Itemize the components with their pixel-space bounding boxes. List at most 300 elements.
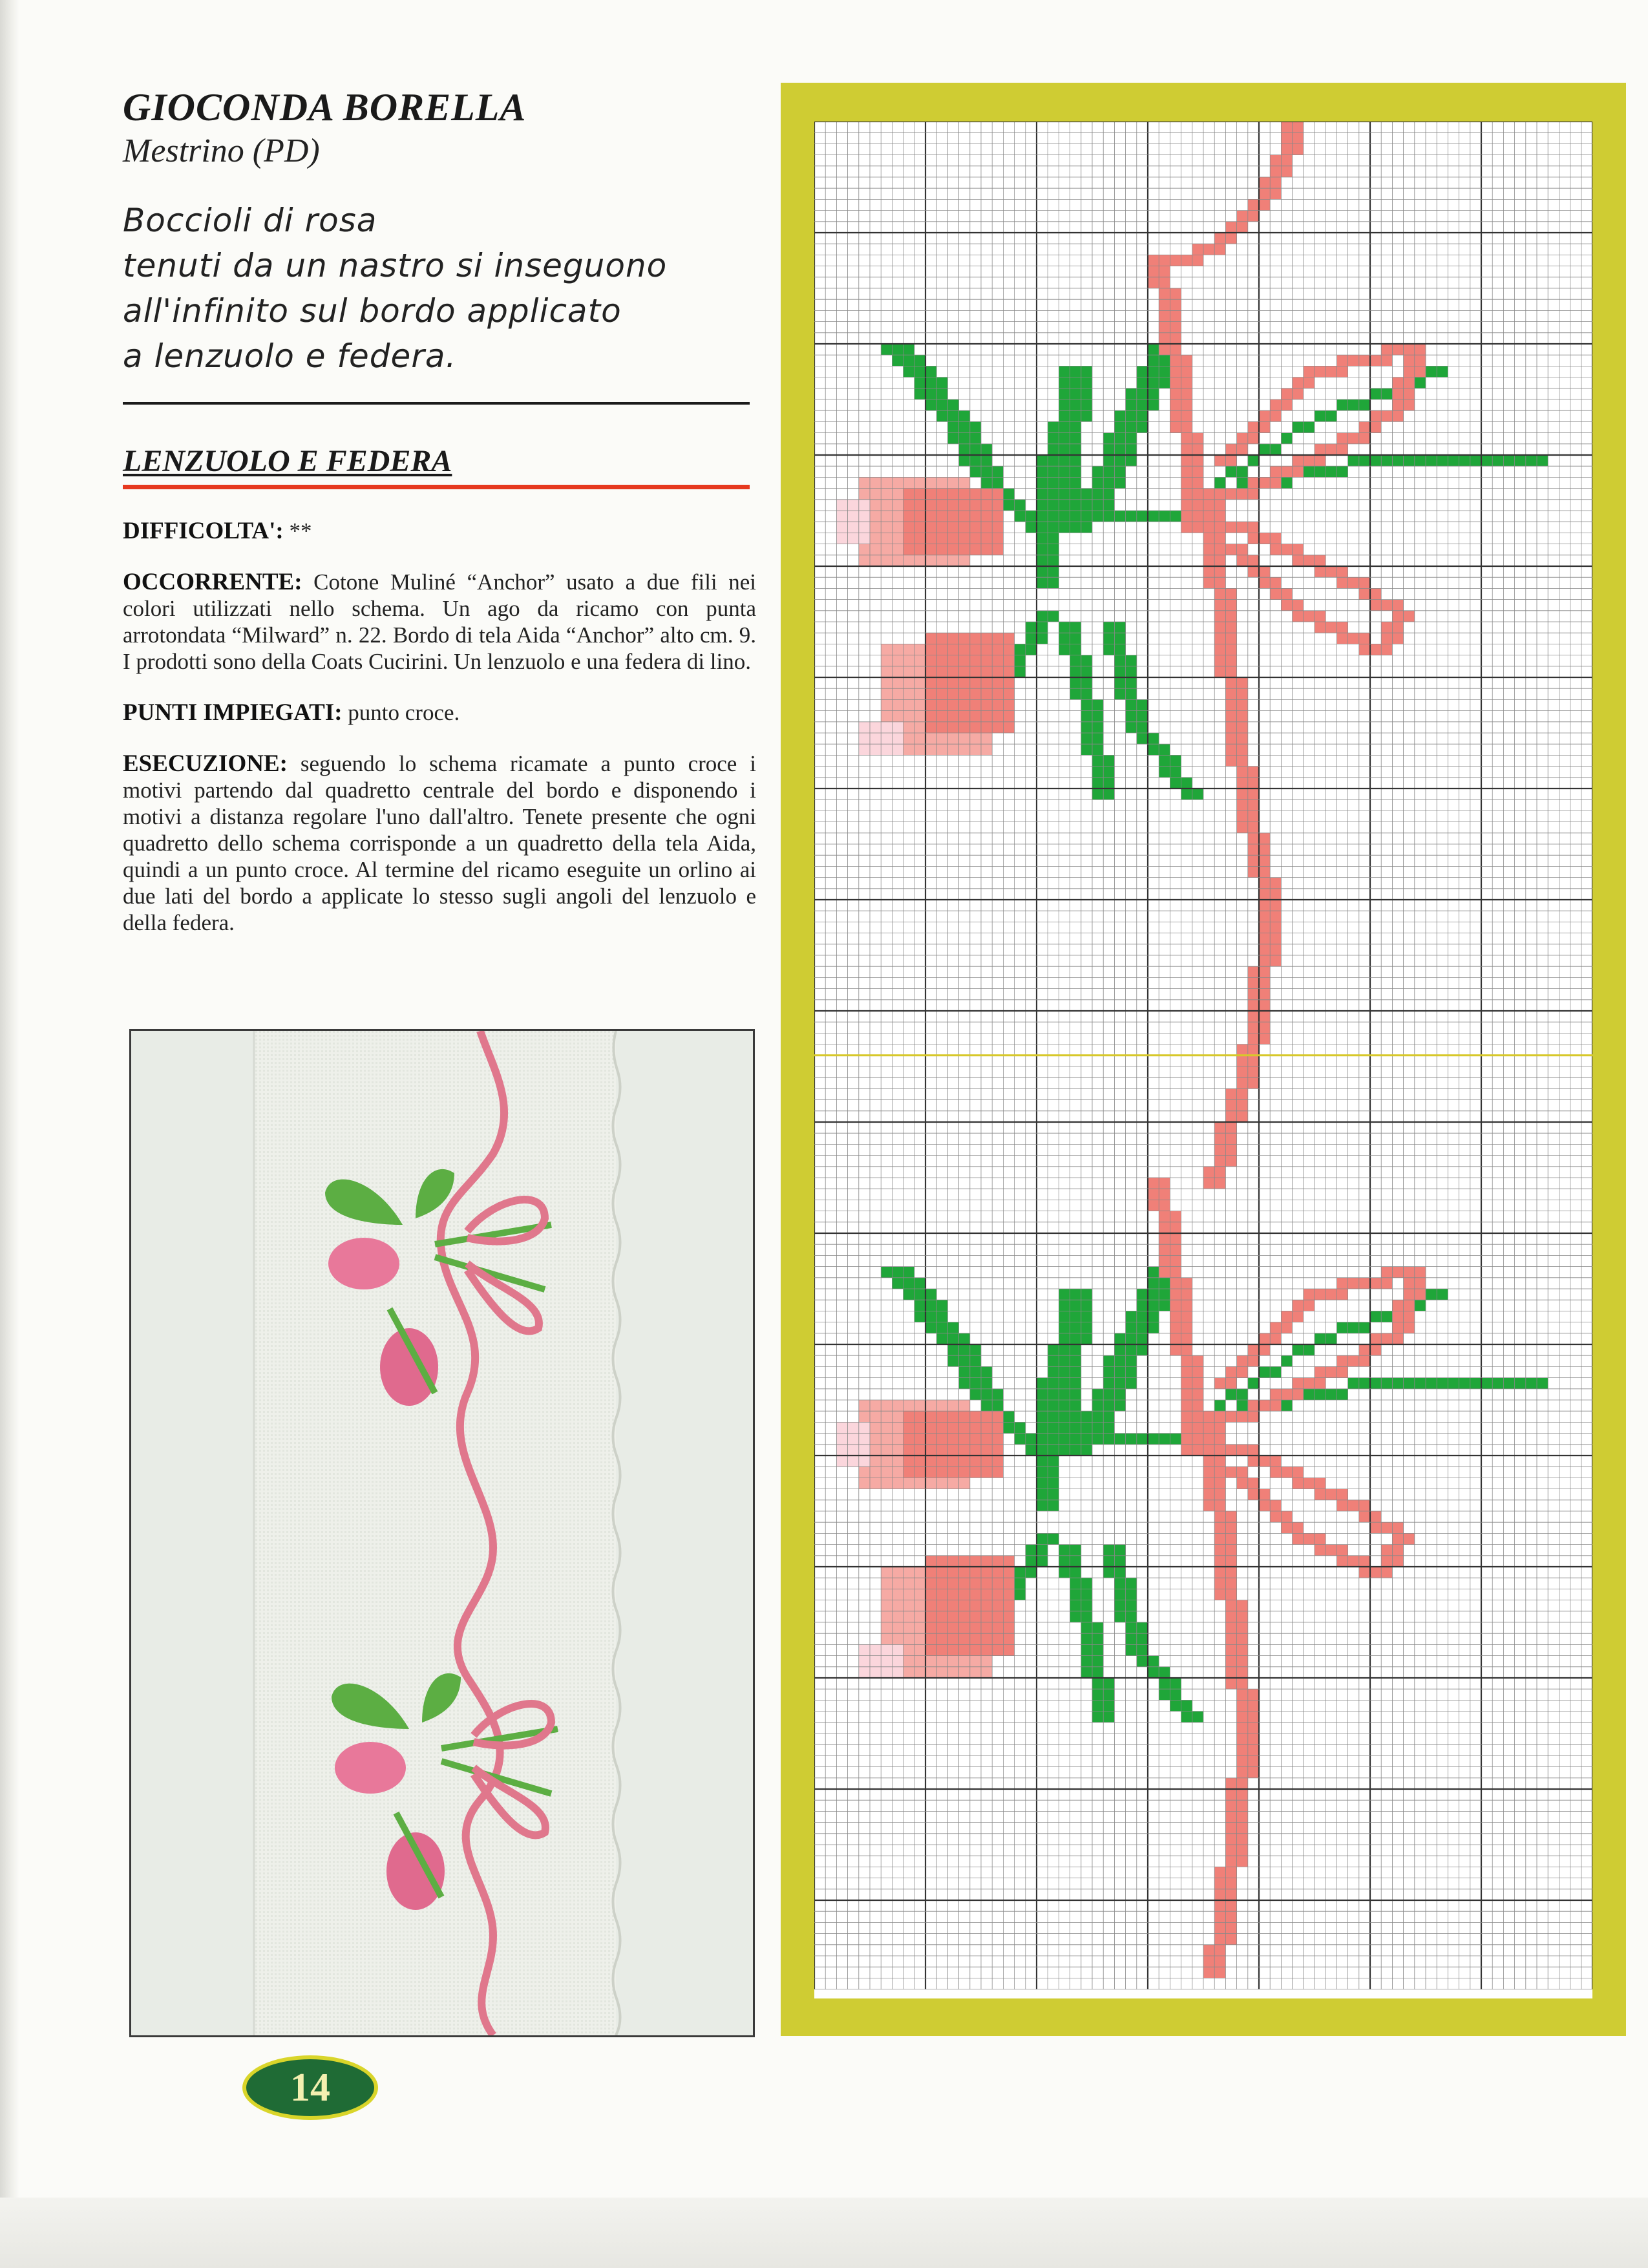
chart-stitch (981, 1611, 992, 1622)
chart-stitch (1037, 1467, 1048, 1478)
chart-stitch (1137, 1344, 1148, 1355)
chart-stitch (1148, 1267, 1159, 1278)
chart-stitch (925, 1589, 936, 1600)
intro-line: Boccioli di rosa (123, 202, 377, 239)
chart-stitch (903, 688, 914, 699)
chart-stitch (1126, 1333, 1137, 1344)
chart-frame (781, 83, 1626, 2036)
chart-stitch (1237, 433, 1248, 444)
chart-stitch (1148, 1278, 1159, 1289)
chart-stitch (959, 733, 970, 744)
chart-stitch (1381, 622, 1392, 633)
chart-stitch (1214, 1156, 1225, 1167)
chart-stitch (1248, 211, 1259, 222)
chart-stitch (1170, 366, 1181, 377)
chart-stitch (1348, 633, 1359, 644)
chart-stitch (881, 1589, 892, 1600)
chart-stitch (1159, 1233, 1170, 1244)
chart-stitch (1259, 1344, 1270, 1355)
chart-stitch (970, 744, 981, 755)
chart-stitch (947, 1411, 958, 1422)
chart-stitch (936, 1333, 947, 1344)
chart-stitch (1048, 566, 1059, 577)
chart-stitch (925, 1567, 936, 1578)
chart-stitch (1437, 1289, 1448, 1300)
chart-stitch (1237, 489, 1248, 500)
chart-stitch (1415, 344, 1426, 355)
chart-stitch (1114, 1567, 1125, 1578)
chart-stitch (1225, 1522, 1236, 1533)
chart-stitch (1081, 699, 1092, 710)
chart-stitch (1059, 1411, 1070, 1422)
chart-stitch (1392, 1300, 1403, 1311)
chart-stitch (1237, 1411, 1248, 1422)
chart-stitch (870, 522, 881, 533)
chart-stitch (1237, 1778, 1248, 1789)
chart-stitch (836, 1422, 847, 1433)
chart-stitch (970, 1467, 981, 1478)
chart-stitch (1170, 1300, 1181, 1311)
chart-stitch (1348, 1355, 1359, 1366)
chart-stitch (1237, 1100, 1248, 1111)
chart-stitch (1170, 778, 1181, 789)
chart-stitch (992, 711, 1003, 722)
chart-stitch (1315, 1533, 1326, 1544)
chart-stitch (1259, 188, 1270, 199)
chart-stitch (1225, 1911, 1236, 1922)
chart-stitch (1070, 466, 1081, 477)
chart-stitch (859, 544, 870, 555)
chart-stitch (1270, 1366, 1281, 1377)
chart-stitch (1103, 500, 1114, 511)
chart-stitch (1170, 1267, 1181, 1278)
chart-stitch (1259, 421, 1270, 432)
chart-stitch (914, 1478, 925, 1489)
page-bottom-strip (0, 2198, 1648, 2268)
chart-stitch (1170, 344, 1181, 355)
chart-stitch (914, 1400, 925, 1411)
chart-stitch (1059, 500, 1070, 511)
chart-stitch (936, 1633, 947, 1644)
chart-stitch (1503, 455, 1514, 466)
chart-stitch (1048, 1355, 1059, 1366)
chart-stitch (1037, 522, 1048, 533)
chart-stitch (892, 1644, 903, 1655)
photo-illustration (131, 1031, 753, 2035)
chart-stitch (1048, 1533, 1059, 1544)
chart-stitch (1248, 1000, 1259, 1011)
chart-stitch (1170, 288, 1181, 299)
chart-stitch (1070, 477, 1081, 488)
chart-stitch (1281, 600, 1292, 611)
chart-stitch (1170, 399, 1181, 410)
chart-stitch (1126, 688, 1137, 699)
chart-stitch (881, 1434, 892, 1445)
chart-stitch (870, 1644, 881, 1655)
chart-stitch (947, 555, 958, 566)
chart-stitch (925, 1622, 936, 1633)
chart-stitch (1326, 1333, 1336, 1344)
chart-stitch (1126, 1322, 1137, 1333)
chart-stitch (981, 1622, 992, 1633)
chart-stitch (1170, 1255, 1181, 1266)
chart-stitch (1248, 1744, 1259, 1755)
chart-stitch (1225, 1366, 1236, 1377)
chart-stitch (1003, 1422, 1014, 1433)
chart-stitch (1081, 1422, 1092, 1433)
chart-stitch (1214, 511, 1225, 522)
chart-stitch (1059, 433, 1070, 444)
chart-stitch (992, 1622, 1003, 1633)
chart-stitch (1270, 955, 1281, 966)
chart-stitch (1037, 500, 1048, 511)
chart-stitch (1359, 588, 1370, 599)
chart-stitch (959, 1656, 970, 1667)
chart-stitch (947, 1644, 958, 1655)
chart-stitch (1237, 477, 1248, 488)
chart-stitch (859, 1644, 870, 1655)
chart-stitch (1248, 533, 1259, 544)
chart-stitch (1225, 1834, 1236, 1845)
chart-stitch (936, 511, 947, 522)
chart-stitch (903, 733, 914, 744)
chart-stitch (947, 1355, 958, 1366)
chart-stitch (970, 511, 981, 522)
chart-stitch (1103, 644, 1114, 655)
chart-stitch (936, 1578, 947, 1589)
chart-stitch (1381, 1556, 1392, 1567)
chart-stitch (1225, 1922, 1236, 1933)
chart-stitch (1225, 1088, 1236, 1099)
chart-stitch (859, 1434, 870, 1445)
chart-stitch (970, 421, 981, 432)
chart-stitch (1059, 1422, 1070, 1433)
chart-stitch (1248, 1400, 1259, 1411)
chart-stitch (992, 522, 1003, 533)
chart-stitch (1225, 1789, 1236, 1800)
chart-stitch (1214, 1945, 1225, 1956)
chart-stitch (1126, 1378, 1137, 1389)
chart-stitch (1259, 1456, 1270, 1467)
chart-stitch (881, 655, 892, 666)
chart-stitch (1259, 1400, 1270, 1411)
chart-stitch (1070, 666, 1081, 677)
chart-stitch (981, 1456, 992, 1467)
chart-stitch (1114, 666, 1125, 677)
chart-stitch (1070, 1578, 1081, 1589)
chart-stitch (1237, 1755, 1248, 1766)
chart-stitch (970, 1611, 981, 1622)
chart-stitch (1248, 1722, 1259, 1733)
chart-stitch (925, 1611, 936, 1622)
chart-stitch (1225, 1467, 1236, 1478)
chart-stitch (1293, 555, 1304, 566)
chart-stitch (1237, 1823, 1248, 1834)
chart-stitch (1336, 444, 1347, 455)
chart-stitch (1148, 744, 1159, 755)
chart-stitch (914, 699, 925, 710)
chart-stitch (1192, 500, 1203, 511)
chart-stitch (1248, 977, 1259, 988)
chart-stitch (1214, 1967, 1225, 1978)
chart-stitch (1370, 1344, 1381, 1355)
chart-stitch (1237, 1622, 1248, 1633)
chart-stitch (1259, 444, 1270, 455)
chart-stitch (1370, 1511, 1381, 1522)
chart-stitch (1059, 1400, 1070, 1411)
chart-stitch (881, 644, 892, 655)
chart-stitch (936, 1611, 947, 1622)
chart-stitch (1203, 1445, 1214, 1456)
chart-stitch (947, 410, 958, 421)
chart-stitch (1081, 1656, 1092, 1667)
chart-stitch (859, 511, 870, 522)
chart-stitch (1114, 1545, 1125, 1556)
chart-stitch (1103, 489, 1114, 500)
chart-stitch (1048, 455, 1059, 466)
chart-stitch (947, 688, 958, 699)
chart-stitch (1370, 1378, 1381, 1389)
chart-stitch (1459, 455, 1470, 466)
chart-stitch (1281, 1389, 1292, 1400)
chart-stitch (1348, 1278, 1359, 1289)
chart-stitch (881, 1445, 892, 1456)
chart-stitch (981, 444, 992, 455)
chart-stitch (881, 500, 892, 511)
chart-stitch (947, 533, 958, 544)
chart-stitch (848, 511, 859, 522)
chart-stitch (1214, 1445, 1225, 1456)
chart-stitch (1281, 399, 1292, 410)
chart-stitch (1392, 344, 1403, 355)
chart-stitch (1237, 711, 1248, 722)
chart-stitch (1248, 1044, 1259, 1055)
chart-stitch (1081, 655, 1092, 666)
chart-stitch (1092, 1678, 1103, 1689)
chart-stitch (1126, 1644, 1137, 1655)
chart-stitch (1181, 1355, 1192, 1366)
chart-stitch (1126, 655, 1137, 666)
section-title: LENZUOLO E FEDERA (123, 444, 452, 478)
chart-stitch (1114, 1333, 1125, 1344)
chart-stitch (925, 1644, 936, 1655)
chart-stitch (936, 633, 947, 644)
chart-stitch (892, 355, 903, 366)
chart-stitch (1304, 611, 1315, 622)
chart-stitch (1259, 855, 1270, 866)
chart-stitch (881, 1467, 892, 1478)
chart-stitch (1048, 1344, 1059, 1355)
chart-stitch (1248, 800, 1259, 811)
chart-stitch (1126, 1434, 1137, 1445)
chart-stitch (1259, 1366, 1270, 1377)
chart-stitch (903, 655, 914, 666)
chart-stitch (914, 500, 925, 511)
chart-stitch (1037, 1500, 1048, 1511)
chart-stitch (1237, 767, 1248, 778)
chart-stitch (1515, 455, 1526, 466)
chart-stitch (1092, 511, 1103, 522)
chart-stitch (1026, 511, 1037, 522)
chart-stitch (959, 666, 970, 677)
chart-stitch (1092, 699, 1103, 710)
chart-stitch (936, 1400, 947, 1411)
occorrente-text: Cotone Muliné “Anchor” usato a due fili nei colori utilizzati nello schema. Un ago da ricamo con punta arrotondata “Milward” n. 22. Bordo di tela Aida “Anchor” alto cm. 9. I prodotti sono della Coats Cucirini. Un lenzuolo e una federa di lino. (123, 569, 757, 674)
chart-stitch (1081, 744, 1092, 755)
chart-stitch (1392, 410, 1403, 421)
chart-stitch (1293, 611, 1304, 622)
chart-stitch (1137, 377, 1148, 388)
chart-stitch (959, 1366, 970, 1377)
chart-stitch (881, 1456, 892, 1467)
chart-stitch (1404, 1267, 1415, 1278)
chart-stitch (1259, 866, 1270, 877)
chart-stitch (1114, 410, 1125, 421)
chart-stitch (936, 1567, 947, 1578)
chart-stitch (1114, 455, 1125, 466)
chart-stitch (959, 1589, 970, 1600)
chart-stitch (1214, 1556, 1225, 1567)
chart-stitch (1237, 1700, 1248, 1711)
chart-stitch (1103, 1678, 1114, 1689)
chart-stitch (903, 699, 914, 710)
chart-stitch (1214, 477, 1225, 488)
chart-stitch (1304, 466, 1315, 477)
chart-stitch (992, 466, 1003, 477)
chart-stitch (1225, 1856, 1236, 1867)
chart-stitch (1437, 366, 1448, 377)
chart-stitch (1081, 1600, 1092, 1611)
chart-stitch (892, 677, 903, 688)
chart-stitch (1237, 744, 1248, 755)
chart-stitch (1214, 600, 1225, 611)
chart-stitch (1192, 1366, 1203, 1377)
chart-stitch (1137, 1322, 1148, 1333)
chart-stitch (947, 433, 958, 444)
chart-stitch (936, 388, 947, 399)
chart-stitch (1214, 1533, 1225, 1544)
chart-stitch (936, 722, 947, 733)
chart-stitch (981, 722, 992, 733)
chart-stitch (1159, 1689, 1170, 1700)
chart-stitch (1181, 1289, 1192, 1300)
chart-stitch (959, 722, 970, 733)
chart-stitch (1159, 755, 1170, 766)
chart-stitch (1070, 366, 1081, 377)
chart-stitch (1348, 1556, 1359, 1567)
chart-stitch (1225, 1111, 1236, 1122)
chart-stitch (1114, 1344, 1125, 1355)
chart-stitch (1170, 388, 1181, 399)
chart-stitch (1148, 511, 1159, 522)
chart-stitch (914, 1467, 925, 1478)
chart-stitch (1248, 811, 1259, 821)
chart-stitch (1270, 922, 1281, 933)
chart-stitch (1048, 1366, 1059, 1377)
chart-stitch (981, 544, 992, 555)
chart-stitch (1214, 500, 1225, 511)
chart-stitch (1026, 522, 1037, 533)
chart-stitch (1248, 1355, 1259, 1366)
chart-stitch (1159, 1244, 1170, 1255)
chart-stitch (1192, 444, 1203, 455)
chart-stitch (1181, 1445, 1192, 1456)
chart-stitch (1203, 1434, 1214, 1445)
chart-stitch (892, 1578, 903, 1589)
chart-stitch (1237, 1077, 1248, 1088)
chart-stitch (1336, 1278, 1347, 1289)
chart-stitch (1037, 1411, 1048, 1422)
chart-stitch (925, 1556, 936, 1567)
chart-stitch (1336, 1545, 1347, 1556)
chart-stitch (959, 1344, 970, 1355)
chart-stitch (992, 1611, 1003, 1622)
chart-stitch (881, 511, 892, 522)
chart-stitch (1359, 644, 1370, 655)
chart-stitch (1048, 1378, 1059, 1389)
embroidered-border-photo (129, 1029, 755, 2037)
chart-stitch (959, 677, 970, 688)
chart-stitch (859, 477, 870, 488)
chart-stitch (1059, 1333, 1070, 1344)
chart-stitch (1359, 1355, 1370, 1366)
chart-stitch (1048, 1478, 1059, 1489)
chart-stitch (859, 555, 870, 566)
chart-stitch (881, 1600, 892, 1611)
chart-stitch (1159, 255, 1170, 266)
chart-stitch (892, 1478, 903, 1489)
chart-stitch (936, 399, 947, 410)
chart-stitch (1203, 1456, 1214, 1467)
chart-stitch (1081, 711, 1092, 722)
chart-stitch (1214, 1867, 1225, 1878)
chart-stitch (1059, 1344, 1070, 1355)
chart-stitch (1148, 1311, 1159, 1322)
chart-stitch (1270, 533, 1281, 544)
chart-stitch (1159, 344, 1170, 355)
chart-stitch (992, 477, 1003, 488)
chart-stitch (914, 1456, 925, 1467)
chart-stitch (1037, 1422, 1048, 1433)
chart-stitch (981, 644, 992, 655)
chart-stitch (1126, 1355, 1137, 1366)
chart-stitch (1070, 1344, 1081, 1355)
chart-stitch (947, 1400, 958, 1411)
chart-stitch (1370, 1311, 1381, 1322)
chart-stitch (1059, 511, 1070, 522)
chart-stitch (947, 1656, 958, 1667)
chart-stitch (1070, 677, 1081, 688)
chart-stitch (959, 511, 970, 522)
chart-stitch (1336, 355, 1347, 366)
chart-stitch (1181, 1434, 1192, 1445)
chart-stitch (1248, 1055, 1259, 1066)
chart-stitch (959, 711, 970, 722)
chart-stitch (870, 489, 881, 500)
chart-stitch (1159, 366, 1170, 377)
chart-stitch (1492, 1378, 1503, 1389)
chart-stitch (1181, 1389, 1192, 1400)
chart-stitch (1237, 1722, 1248, 1733)
chart-stitch (1037, 611, 1048, 622)
chart-stitch (1137, 711, 1148, 722)
chart-stitch (1048, 466, 1059, 477)
chart-stitch (1381, 633, 1392, 644)
chart-stitch (1092, 489, 1103, 500)
chart-stitch (947, 421, 958, 432)
chart-stitch (1114, 511, 1125, 522)
chart-stitch (881, 733, 892, 744)
